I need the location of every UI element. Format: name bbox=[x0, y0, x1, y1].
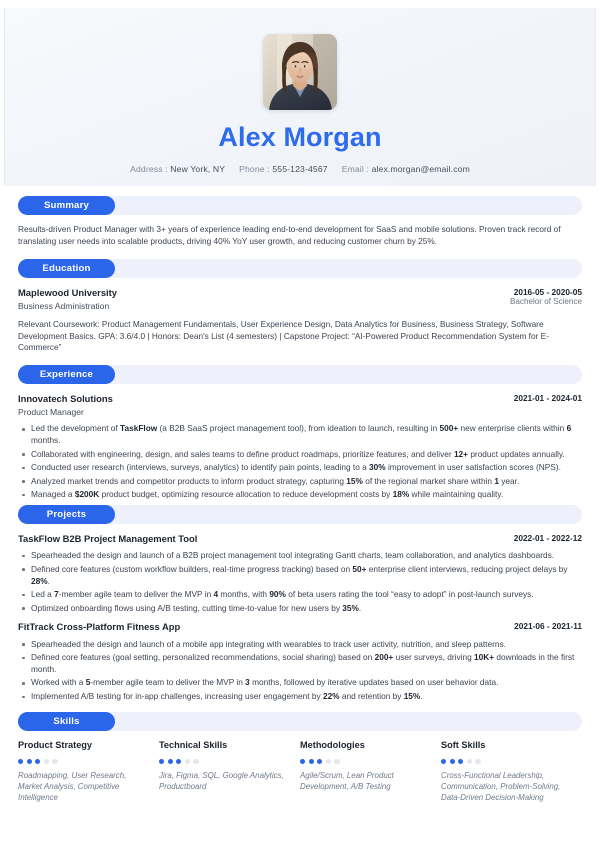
skill-list: Roadmapping, User Research, Market Analysis, Competitive Intelligence bbox=[18, 770, 127, 803]
skill-rating-dots bbox=[300, 759, 427, 764]
skill-dot-empty bbox=[52, 759, 57, 764]
skill-dot-filled bbox=[450, 759, 455, 764]
skill-column bbox=[159, 740, 300, 804]
section-title-summary: Summary bbox=[18, 196, 115, 215]
skill-dot-filled bbox=[458, 759, 463, 764]
contact-email-value: alex.morgan@email.com bbox=[371, 163, 470, 174]
avatar bbox=[263, 34, 337, 110]
project-bullets bbox=[18, 550, 582, 614]
skill-dot-empty bbox=[185, 759, 190, 764]
bullet-item: Worked with a 5-member agile team to deliver the MVP in 3 months, followed by iterative updates based on user behavior data. bbox=[18, 677, 582, 689]
bullet-item: Analyzed market trends and competitor products to inform product strategy, capturing 15% of the regional market share within 1 year. bbox=[18, 476, 582, 488]
contact-phone-value: 555-123-4567 bbox=[272, 163, 328, 174]
education-note: Relevant Coursework: Product Management Fundamentals, User Experience Design, Data Analytics for Business, Business Strategy, Software Development Basics. GPA: 3.6/4.0 | Honors: Dean's List (4 semesters) | Capstone Project: “AI-Powered Product Recommendation System for E-Commerce” bbox=[18, 318, 549, 353]
skill-dot-filled bbox=[18, 759, 23, 764]
section-projects bbox=[18, 505, 582, 703]
skill-dot-empty bbox=[193, 759, 198, 764]
bullet-item: Conducted user research (interviews, surveys, analytics) to identify pain points, leading to a 30% improvement in user satisfaction scores (NPS). bbox=[18, 462, 582, 474]
bullet-item: Led a 7-member agile team to deliver the MVP in 4 months, with 90% of beta users rating the tool “easy to adopt” in post-launch surveys. bbox=[18, 589, 582, 601]
skill-column bbox=[300, 740, 441, 804]
headshot-photo-icon bbox=[263, 34, 337, 110]
skill-dot-empty bbox=[44, 759, 49, 764]
project-dates: 2022-01 - 2022-12 bbox=[513, 533, 582, 544]
page-title: Alex Morgan bbox=[218, 122, 382, 152]
skill-dot-empty bbox=[326, 759, 331, 764]
experience-dates: 2021-01 - 2024-01 bbox=[513, 393, 582, 404]
skill-category-title: Methodologies bbox=[300, 739, 365, 750]
skill-dot-filled bbox=[35, 759, 40, 764]
skill-dot-filled bbox=[168, 759, 173, 764]
education-entry bbox=[18, 287, 582, 355]
skill-dot-filled bbox=[176, 759, 181, 764]
skill-rating-dots bbox=[441, 759, 568, 764]
skill-dot-empty bbox=[467, 759, 472, 764]
education-dates: 2016-05 - 2020-05 bbox=[513, 286, 582, 297]
section-summary bbox=[18, 196, 582, 248]
section-title-experience: Experience bbox=[18, 365, 115, 384]
experience-role: Product Manager bbox=[18, 407, 84, 418]
contact-email bbox=[342, 164, 470, 174]
bullet-item: Defined core features (goal setting, personalized recommendations, social sharing) based on 200+ user surveys, driving 10K+ downloads in the first month. bbox=[18, 652, 582, 676]
skill-rating-dots bbox=[18, 759, 145, 764]
section-header-skills bbox=[18, 712, 582, 731]
skill-dot-empty bbox=[334, 759, 339, 764]
skill-dot-filled bbox=[317, 759, 322, 764]
contact-line bbox=[130, 164, 470, 174]
skill-dot-filled bbox=[300, 759, 305, 764]
skill-column bbox=[18, 740, 159, 804]
section-title-projects: Projects bbox=[18, 505, 115, 524]
bullet-item: Led the development of TaskFlow (a B2B SaaS project management tool), from ideation to launch, resulting in 500+ new enterprise clients within 6 months. bbox=[18, 423, 582, 447]
bullet-item: Spearheaded the design and launch of a mobile app integrating with wearables to track user activity, nutrition, and sleep patterns. bbox=[18, 639, 582, 651]
contact-phone-label: Phone : bbox=[239, 163, 270, 174]
section-title-education: Education bbox=[18, 259, 115, 278]
section-education bbox=[18, 259, 582, 355]
project-bullets bbox=[18, 639, 582, 703]
project-dates: 2021-06 - 2021-11 bbox=[514, 621, 582, 632]
skills-grid bbox=[18, 740, 582, 804]
bullet-item: Managed a $200K product budget, optimizing resource allocation to reduce development costs by 18% while maintaining quality. bbox=[18, 489, 582, 501]
education-degree: Bachelor of Science bbox=[510, 297, 582, 307]
skill-category-title: Product Strategy bbox=[18, 739, 93, 750]
bullet-item: Implemented A/B testing for in-app challenges, increasing user engagement by 22% and retention by 15%. bbox=[18, 691, 582, 703]
project-name: FitTrack Cross-Platform Fitness App bbox=[18, 621, 181, 633]
contact-email-label: Email : bbox=[341, 163, 370, 174]
project-entry bbox=[18, 621, 582, 702]
summary-text: Results-driven Product Manager with 3+ years of experience leading end-to-end development for SaaS and mobile solutions. Proven track record of translating user needs into scalable products, driving 40% YoY user growth, and reducing customer churn by 25%. bbox=[18, 224, 561, 246]
skill-dot-filled bbox=[309, 759, 314, 764]
contact-phone bbox=[239, 164, 328, 174]
experience-entry bbox=[18, 393, 582, 501]
experience-bullets bbox=[18, 423, 582, 501]
skill-list: Agile/Scrum, Lean Product Development, A/B Testing bbox=[300, 770, 394, 792]
skill-dot-filled bbox=[27, 759, 32, 764]
skill-dot-filled bbox=[441, 759, 446, 764]
skill-list: Cross-Functional Leadership, Communication, Problem-Solving, Data-Driven Decision-Making bbox=[441, 770, 561, 803]
section-header-summary bbox=[18, 196, 582, 215]
section-experience bbox=[18, 365, 582, 501]
skill-column bbox=[441, 740, 582, 804]
skill-category-title: Technical Skills bbox=[159, 739, 228, 750]
project-name: TaskFlow B2B Project Management Tool bbox=[18, 533, 198, 545]
education-program: Business Administration bbox=[18, 300, 110, 311]
project-entry bbox=[18, 533, 582, 614]
experience-company: Innovatech Solutions bbox=[18, 393, 113, 405]
bullet-item: Optimized onboarding flows using A/B testing, cutting time-to-value for new users by 35%. bbox=[18, 603, 582, 615]
contact-address bbox=[130, 164, 225, 174]
bullet-item: Spearheaded the design and launch of a B2B project management tool integrating Gantt charts, team collaboration, and analytics dashboards. bbox=[18, 550, 582, 562]
contact-address-value: New York, NY bbox=[170, 163, 226, 174]
skill-dot-filled bbox=[159, 759, 164, 764]
section-title-skills: Skills bbox=[18, 712, 115, 731]
contact-address-label: Address : bbox=[130, 163, 168, 174]
education-school: Maplewood University bbox=[18, 286, 117, 298]
section-skills bbox=[18, 712, 582, 804]
skill-category-title: Soft Skills bbox=[441, 739, 486, 750]
section-header-education bbox=[18, 259, 582, 278]
bullet-item: Defined core features (custom workflow builders, real-time progress tracking) based on 50+ enterprise client interviews, reducing project delays by 28%. bbox=[18, 564, 582, 588]
section-header-projects bbox=[18, 505, 582, 524]
skill-rating-dots bbox=[159, 759, 286, 764]
skill-dot-empty bbox=[475, 759, 480, 764]
section-header-experience bbox=[18, 365, 582, 384]
bullet-item: Collaborated with engineering, design, and sales teams to define product roadmaps, prioritize features, and deliver 12+ product updates annually. bbox=[18, 449, 582, 461]
resume-header bbox=[4, 8, 596, 186]
skill-list: Jira, Figma, SQL, Google Analytics, Productboard bbox=[159, 770, 284, 792]
